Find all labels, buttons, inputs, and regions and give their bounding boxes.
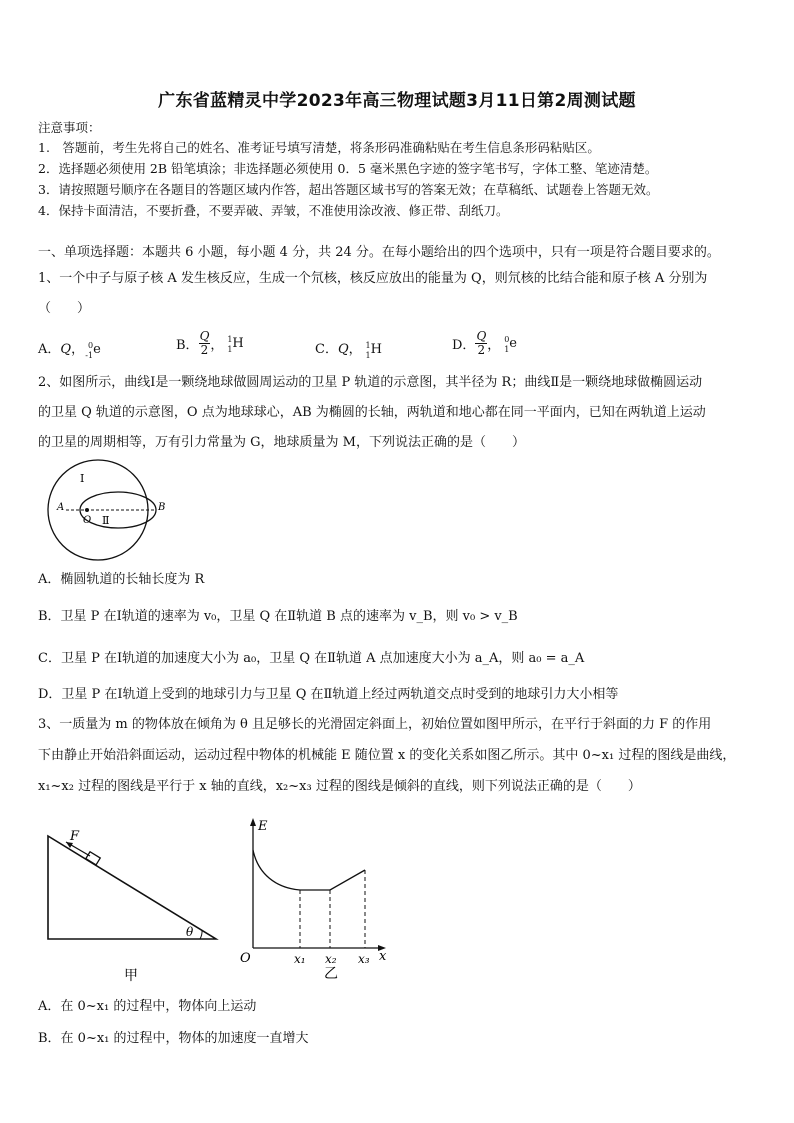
option-symbol: Q [60, 342, 72, 357]
label-x2: x₂ [325, 952, 337, 966]
q1-option-b [176, 330, 244, 357]
orbit-diagram [38, 458, 168, 562]
option-separator: ， [487, 338, 501, 353]
q2-option-b: B．卫星 P 在Ⅰ轨道的速率为 v₀，卫星 Q 在Ⅱ轨道 B 点的速率为 v_B，则 v₀ > v_B [38, 609, 518, 624]
label-E: E [258, 819, 268, 834]
isotope-notation [362, 342, 371, 358]
notice-item: 1. 答题前，考生先将自己的姓名、准考证号填写清楚，将条形码准确粘贴在考生信息条形码粘贴区。 [38, 140, 600, 155]
particle-symbol: e [509, 336, 517, 351]
q2-option-a: A．椭圆轨道的长轴长度为 R [38, 572, 205, 587]
option-separator: ， [210, 338, 224, 353]
incline-figure [40, 822, 230, 992]
label-O: O [83, 515, 92, 526]
option-label: D． [452, 338, 476, 353]
q3-stem: 下由静止开始沿斜面运动，运动过程中物体的机械能 E 随位置 x 的变化关系如图乙所示。其中 0~x₁ 过程的图线是曲线， [38, 748, 736, 763]
energy-position-graph [236, 812, 406, 984]
notice-item: 3．请按照题号顺序在各题目的答题区域内作答，超出答题区域书写的答案无效；在草稿纸、试题卷上答题无效。 [38, 182, 659, 197]
label-x3: x₃ [358, 952, 370, 966]
q2-stem: 的卫星的周期相等，万有引力常量为 G，地球质量为 M，下列说法正确的是（ ） [38, 435, 525, 450]
label-x1: x₁ [294, 952, 306, 966]
option-symbol: Q [337, 342, 349, 357]
earth-center-dot [85, 508, 89, 512]
charge-number: 1 [504, 344, 510, 354]
page-title: 广东省蓝精灵中学2023年高三物理试题3月11日第2周测试题 [158, 91, 636, 111]
q1-stem: 1、一个中子与原子核 A 发生核反应，生成一个氘核，核反应放出的能量为 Q，则氘核的比结合能和原子核 A 分别为 [38, 271, 708, 286]
q2-option-c: C．卫星 P 在Ⅰ轨道的加速度大小为 a₀，卫星 Q 在Ⅱ轨道 A 点加速度大小为 a_A，则 a₀ = a_A [38, 651, 585, 666]
option-label: C． [315, 342, 338, 357]
caption-jia: 甲 [124, 968, 138, 984]
caption-yi: 乙 [324, 966, 338, 982]
option-separator: ， [71, 342, 85, 357]
angle-arc [200, 930, 202, 939]
label-B: B [158, 502, 166, 513]
sloped-segment [330, 870, 365, 890]
q1-option-d [452, 330, 517, 357]
block [86, 852, 100, 865]
q2-stem: 2、如图所示，曲线Ⅰ是一颗绕地球做圆周运动的卫星 P 轨道的示意图，其半径为 R；曲线Ⅱ是一颗绕地球做椭圆运动 [38, 375, 703, 390]
q2-option-d: D．卫星 P 在Ⅰ轨道上受到的地球引力与卫星 Q 在Ⅱ轨道上经过两轨道交点时受到的地球引力大小相等 [38, 687, 619, 702]
fraction [475, 330, 487, 357]
section-heading: 一、单项选择题：本题共 6 小题，每小题 4 分，共 24 分。在每小题给出的四个选项中，只有一项是符合题目要求的。 [38, 245, 720, 260]
particle-symbol: e [93, 342, 101, 357]
isotope-notation [84, 342, 93, 358]
label-O: O [240, 951, 251, 966]
label-A: A [57, 502, 65, 513]
q2-stem: 的卫星 Q 轨道的示意图，O 点为地球球心，AB 为椭圆的长轴，两轨道和地心都在同一平面内，已知在两轨道上运动 [38, 405, 706, 420]
q1-option-c [315, 338, 382, 358]
fraction-numerator: Q [476, 329, 487, 343]
mass-number: 1 [227, 334, 233, 344]
curve-segment [253, 850, 300, 890]
incline-triangle [48, 836, 216, 939]
fraction [199, 330, 211, 357]
isotope-notation [500, 336, 509, 352]
q3-stem: 3、一质量为 m 的物体放在倾角为 θ 且足够长的光滑固定斜面上，初始位置如图甲所示，在平行于斜面的力 F 的作用 [38, 717, 712, 732]
particle-symbol: H [232, 336, 244, 351]
q1-option-a [38, 338, 101, 358]
y-axis-arrow [250, 818, 256, 826]
q3-option-a: A．在 0~x₁ 的过程中，物体向上运动 [38, 999, 257, 1014]
isotope-notation [223, 336, 232, 352]
label-II: Ⅱ [102, 514, 110, 527]
option-label: A． [38, 342, 61, 357]
fraction-denominator: 2 [200, 343, 209, 357]
charge-number: 1 [365, 350, 371, 360]
mass-number: 0 [504, 334, 510, 344]
label-I: Ⅰ [80, 472, 85, 485]
q3-option-b: B．在 0~x₁ 的过程中，物体的加速度一直增大 [38, 1031, 309, 1046]
notice-item: 2．选择题必须使用 2B 铅笔填涂；非选择题必须使用 0．5 毫米黑色字迹的签字笔书写，字体工整、笔迹清楚。 [38, 161, 658, 176]
q1-stem-paren: （ ） [38, 301, 91, 316]
particle-symbol: H [370, 342, 382, 357]
option-label: B． [176, 338, 199, 353]
fraction-numerator: Q [199, 329, 210, 343]
charge-number: -1 [85, 350, 94, 360]
option-separator: ， [348, 342, 362, 357]
label-x: x [379, 949, 387, 964]
q3-stem: x₁~x₂ 过程的图线是平行于 x 轴的直线，x₂~x₃ 过程的图线是倾斜的直线，则下列说法正确的是（ ） [38, 779, 641, 794]
charge-number: 1 [227, 344, 233, 354]
label-F: F [70, 829, 80, 844]
mass-number: 1 [365, 340, 371, 350]
notice-item: 4．保持卡面清洁，不要折叠，不要弄破、弄皱，不准使用涂改液、修正带、刮纸刀。 [38, 203, 509, 218]
mass-number: 0 [87, 340, 94, 350]
fraction-denominator: 2 [477, 343, 486, 357]
notice-heading: 注意事项： [38, 120, 101, 135]
label-theta: θ [186, 925, 194, 939]
